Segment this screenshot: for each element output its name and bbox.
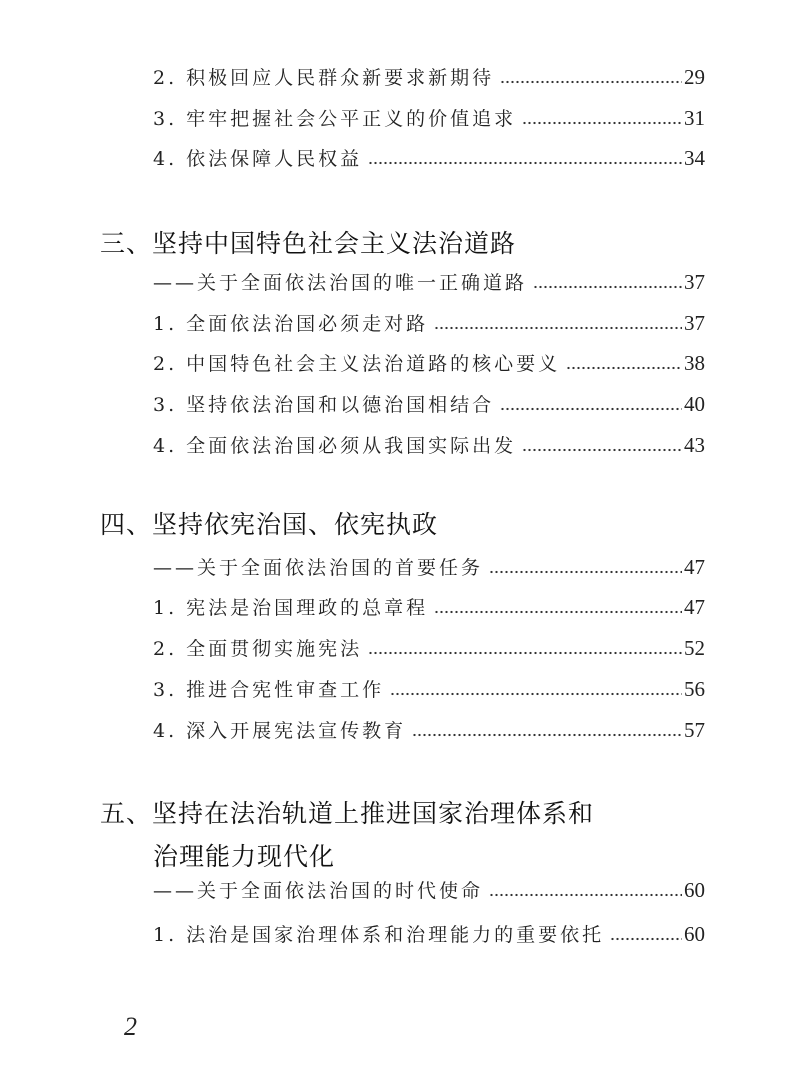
toc-entry[interactable] bbox=[153, 592, 705, 620]
dot-leader bbox=[390, 692, 682, 696]
entry-label: 2. 全面贯彻实施宪法 bbox=[153, 638, 363, 660]
entry-label: 1. 宪法是治国理政的总章程 bbox=[153, 597, 429, 619]
entry-page: 47 bbox=[684, 555, 705, 579]
dot-leader bbox=[412, 733, 682, 737]
section-heading[interactable]: 四、坚持依宪治国、依宪执政 bbox=[100, 510, 439, 539]
entry-label: 2. 中国特色社会主义法治道路的核心要义 bbox=[153, 353, 561, 375]
dot-leader bbox=[500, 80, 682, 84]
entry-page: 56 bbox=[684, 677, 705, 701]
toc-entry[interactable] bbox=[153, 875, 705, 903]
dot-leader bbox=[522, 448, 682, 452]
toc-entry[interactable] bbox=[153, 919, 705, 947]
page-number: 2 bbox=[124, 1012, 137, 1041]
dot-leader bbox=[489, 570, 682, 574]
toc-entry[interactable] bbox=[153, 552, 705, 580]
dot-leader bbox=[533, 285, 682, 289]
entry-page: 38 bbox=[684, 351, 705, 375]
entry-label: ——关于全面依法治国的唯一正确道路 bbox=[153, 272, 528, 294]
section-heading[interactable]: 三、坚持中国特色社会主义法治道路 bbox=[100, 229, 517, 258]
entry-page: 60 bbox=[684, 922, 705, 946]
dot-leader bbox=[368, 161, 682, 165]
dot-leader bbox=[434, 610, 682, 614]
toc-entry[interactable] bbox=[153, 62, 705, 90]
entry-page: 29 bbox=[684, 65, 705, 89]
dot-leader bbox=[610, 937, 682, 941]
toc-entry[interactable] bbox=[153, 143, 705, 171]
entry-label: ——关于全面依法治国的首要任务 bbox=[153, 557, 484, 579]
entry-page: 47 bbox=[684, 595, 705, 619]
entry-page: 31 bbox=[684, 106, 705, 130]
dot-leader bbox=[368, 651, 682, 655]
entry-label: 1. 法治是国家治理体系和治理能力的重要依托 bbox=[153, 924, 605, 946]
toc-entry[interactable] bbox=[153, 348, 705, 376]
section-heading[interactable]: 五、坚持在法治轨道上推进国家治理体系和 bbox=[100, 799, 595, 828]
entry-label: 3. 推进合宪性审查工作 bbox=[153, 679, 385, 701]
toc-entry[interactable] bbox=[153, 267, 705, 295]
entry-page: 37 bbox=[684, 311, 705, 335]
entry-label: ——关于全面依法治国的时代使命 bbox=[153, 880, 484, 902]
dot-leader bbox=[522, 121, 682, 125]
dot-leader bbox=[434, 326, 682, 330]
entry-page: 60 bbox=[684, 878, 705, 902]
entry-label: 4. 深入开展宪法宣传教育 bbox=[153, 720, 407, 742]
section-heading-line2[interactable]: 治理能力现代化 bbox=[153, 842, 336, 871]
entry-page: 52 bbox=[684, 636, 705, 660]
entry-page: 37 bbox=[684, 270, 705, 294]
entry-page: 57 bbox=[684, 718, 705, 742]
entry-label: 3. 坚持依法治国和以德治国相结合 bbox=[153, 394, 495, 416]
entry-page: 43 bbox=[684, 433, 705, 457]
entry-page: 34 bbox=[684, 146, 705, 170]
entry-label: 3. 牢牢把握社会公平正义的价值追求 bbox=[153, 108, 517, 130]
entry-label: 4. 依法保障人民权益 bbox=[153, 148, 363, 170]
entry-label: 2. 积极回应人民群众新要求新期待 bbox=[153, 67, 495, 89]
toc-entry[interactable] bbox=[153, 430, 705, 458]
toc-entry[interactable] bbox=[153, 633, 705, 661]
entry-label: 1. 全面依法治国必须走对路 bbox=[153, 313, 429, 335]
dot-leader bbox=[489, 893, 682, 897]
toc-entry[interactable] bbox=[153, 715, 705, 743]
dot-leader bbox=[566, 366, 682, 370]
toc-entry[interactable] bbox=[153, 674, 705, 702]
entry-page: 40 bbox=[684, 392, 705, 416]
toc-entry[interactable] bbox=[153, 308, 705, 336]
toc-entry[interactable] bbox=[153, 103, 705, 131]
toc-entry[interactable] bbox=[153, 389, 705, 417]
entry-label: 4. 全面依法治国必须从我国实际出发 bbox=[153, 435, 517, 457]
dot-leader bbox=[500, 407, 682, 411]
